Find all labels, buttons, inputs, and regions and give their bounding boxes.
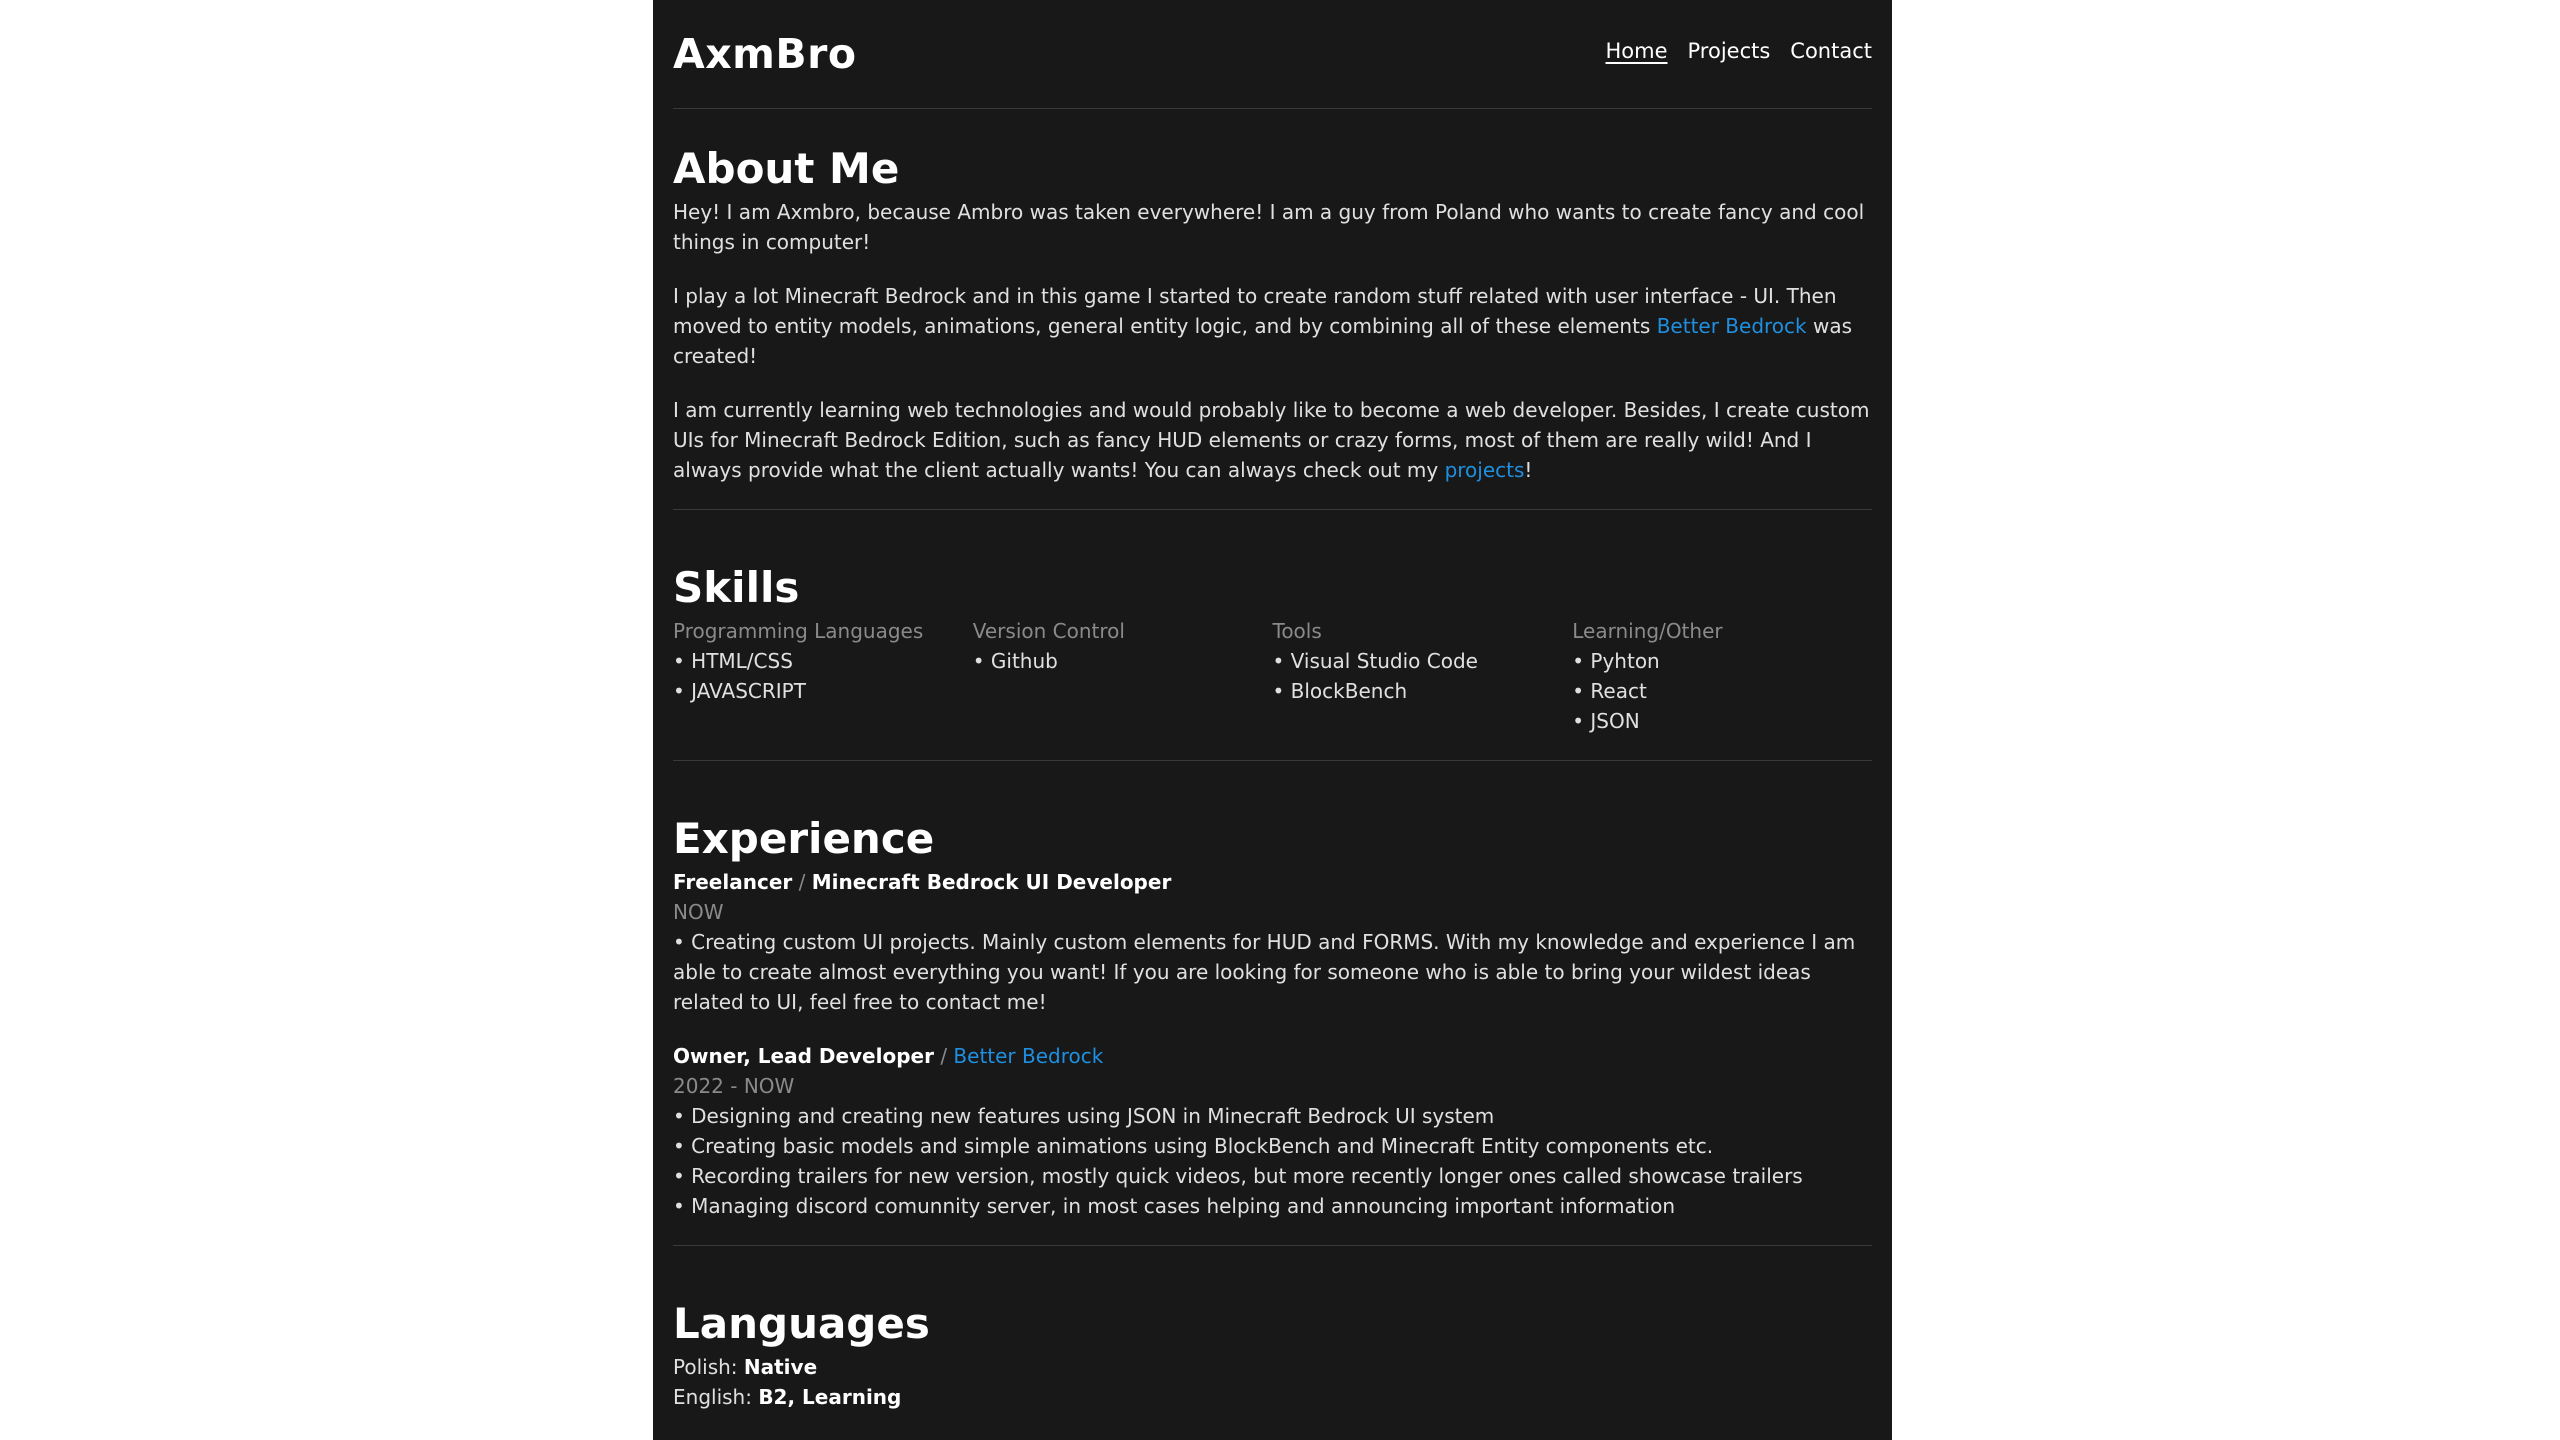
job-description-line: • Creating custom UI projects. Mainly custom elements for HUD and FORMS. With my knowledge and experience I am able to create almost everything you want! If you are looking for someone who is able to bring your wildest ideas related to UI, feel free to contact me! [673,930,1856,1014]
job-separator: / [792,870,812,894]
language-name: English: [673,1385,759,1409]
nav-home-link[interactable]: Home [1605,39,1668,63]
about-p2-text-before: I play a lot Minecraft Bedrock and in this game I started to create random stuff related with user interface - UI. Then moved to entity models, animations, general entity logic, and by combining all of these elements [673,284,1837,338]
skill-item: • React [1572,679,1647,703]
better-bedrock-company-link[interactable]: Better Bedrock [953,1044,1104,1068]
skill-item: • BlockBench [1272,679,1408,703]
job-description-line: • Recording trailers for new version, mostly quick videos, but more recently longer ones called showcase trailers [673,1164,1803,1188]
job-company: Minecraft Bedrock UI Developer [811,870,1172,894]
language-level: Native [743,1355,818,1379]
language-row-polish [673,1352,1872,1382]
main-nav [1605,39,1872,69]
nav-contact-link[interactable]: Contact [1790,39,1872,63]
skill-column-tools [1273,616,1573,736]
language-name: Polish: [673,1355,744,1379]
job-entry-better-bedrock [673,1041,1872,1221]
job-description-line: • Designing and creating new features using JSON in Minecraft Bedrock UI system [673,1104,1495,1128]
job-separator: / [933,1044,954,1068]
job-role: Owner, Lead Developer [673,1044,934,1068]
skill-category: Learning/Other [1572,619,1723,643]
language-level: B2, Learning [758,1385,902,1409]
skill-column-version-control [973,616,1273,736]
skill-item: • Pyhton [1572,649,1660,673]
better-bedrock-link[interactable]: Better Bedrock [1656,314,1807,338]
job-title [673,1041,1872,1071]
job-description-line: • Creating basic models and simple animations using BlockBench and Minecraft Entity components etc. [673,1134,1714,1158]
languages-section [673,1296,1872,1412]
skill-item: • JAVASCRIPT [673,679,806,703]
skills-grid [673,616,1872,760]
job-entry-freelancer [673,867,1872,1017]
job-description-line: • Managing discord comunnity server, in most cases helping and announcing important information [673,1194,1676,1218]
about-paragraph-3 [673,395,1872,485]
skill-item: • JSON [1572,709,1640,733]
skill-category: Programming Languages [673,619,924,643]
experience-title: Experience [673,814,935,863]
about-p3-text-before: I am currently learning web technologies and would probably like to become a web developer. Besides, I create custom UIs for Minecraft Bedrock Edition, such as fancy HUD elements or crazy forms, most of them are really wild! And I always provide what the client actually wants! You can always check out my [673,398,1870,482]
skill-category: Tools [1272,619,1322,643]
nav-projects-link[interactable]: Projects [1687,39,1771,63]
page-container [653,0,1892,1440]
about-p2-text-after: was created! [673,314,1853,368]
job-role: Freelancer [673,870,793,894]
skill-category: Version Control [972,619,1125,643]
projects-link[interactable]: projects [1444,458,1525,482]
languages-title: Languages [673,1299,930,1348]
language-row-english [673,1382,1872,1412]
about-title: About Me [673,144,900,193]
about-paragraph-2 [673,281,1872,371]
brand-logo-text[interactable]: AxmBro [673,30,857,78]
skills-title: Skills [673,563,800,612]
about-p3-text-after: ! [1524,458,1533,482]
skill-item: • HTML/CSS [673,649,793,673]
site-header [673,0,1872,109]
job-title [673,867,1872,897]
skill-column-programming-languages [673,616,973,736]
about-section [673,141,1872,510]
job-date: NOW [673,900,724,924]
about-paragraph-1: Hey! I am Axmbro, because Ambro was taken everywhere! I am a guy from Poland who wants to create fancy and cool things in computer! [673,200,1865,254]
skill-item: • Visual Studio Code [1272,649,1478,673]
skills-section [673,560,1872,761]
experience-section [673,811,1872,1246]
job-date: 2022 - NOW [673,1074,795,1098]
skill-column-learning-other [1572,616,1872,736]
skill-item: • Github [972,649,1058,673]
